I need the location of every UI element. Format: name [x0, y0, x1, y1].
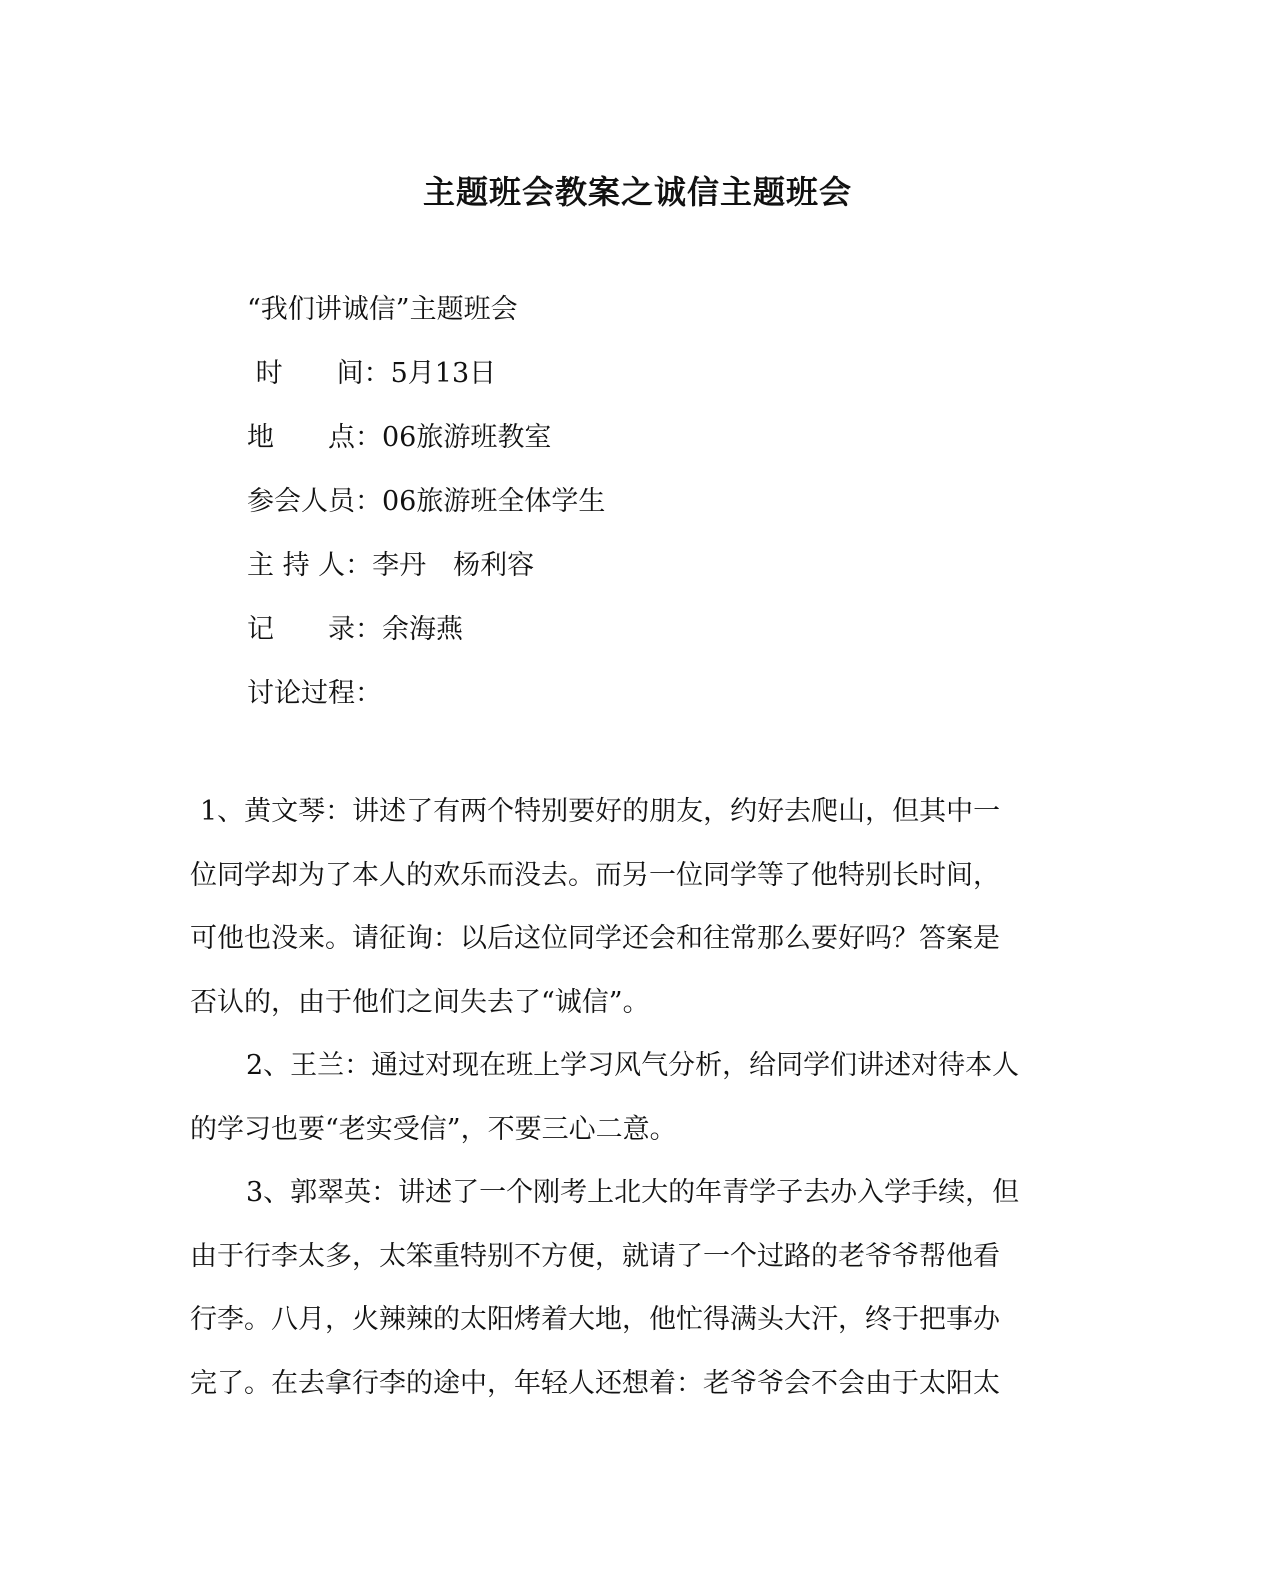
paragraph-line: 由于行李太多，太笨重特别不方便，就请了一个过路的老爷爷帮他看	[190, 1240, 1000, 1272]
info-recorder: 记 录：余海燕	[247, 614, 463, 645]
paragraph-line: 行李。八月，火辣辣的太阳烤着大地，他忙得满头大汗，终于把事办	[190, 1304, 1000, 1335]
paragraph-line: 完了。在去拿行李的途中，年轻人还想着：老爷爷会不会由于太阳太	[190, 1367, 1000, 1399]
info-host: 主 持 人：李丹 杨利容	[247, 550, 535, 581]
paragraph-line: 的学习也要“老实受信”，不要三心二意。	[190, 1113, 677, 1145]
discussion-body	[190, 780, 1070, 1415]
info-subtitle: “我们讲诚信”主题班会	[247, 294, 518, 325]
paragraph-line: 否认的，由于他们之间失去了“诚信”。	[190, 986, 650, 1018]
paragraph-line: 1、黄文琴：讲述了有两个特别要好的朋友，约好去爬山，但其中一	[200, 796, 1001, 827]
paragraph-line: 3、郭翠英：讲述了一个刚考上北大的年青学子去办入学手续，但	[246, 1177, 1020, 1208]
paragraph-1	[190, 780, 1070, 1034]
paragraph-3	[190, 1161, 1070, 1415]
document-title: 主题班会教案之诚信主题班会	[422, 173, 852, 211]
paragraph-line: 位同学却为了本人的欢乐而没去。而另一位同学等了他特别长时间，	[190, 859, 1000, 891]
info-discussion-heading: 讨论过程：	[247, 678, 382, 709]
paragraph-2	[190, 1034, 1070, 1161]
meeting-info	[247, 278, 605, 726]
paragraph-line: 可他也没来。请征询：以后这位同学还会和往常那么要好吗？答案是	[190, 923, 1000, 954]
paragraph-line: 2、王兰：通过对现在班上学习风气分析，给同学们讲述对待本人	[246, 1050, 1020, 1081]
info-time: 时 间：5月13日	[247, 358, 497, 389]
info-location: 地 点：06旅游班教室	[247, 422, 552, 453]
info-attendees: 参会人员：06旅游班全体学生	[247, 486, 606, 517]
